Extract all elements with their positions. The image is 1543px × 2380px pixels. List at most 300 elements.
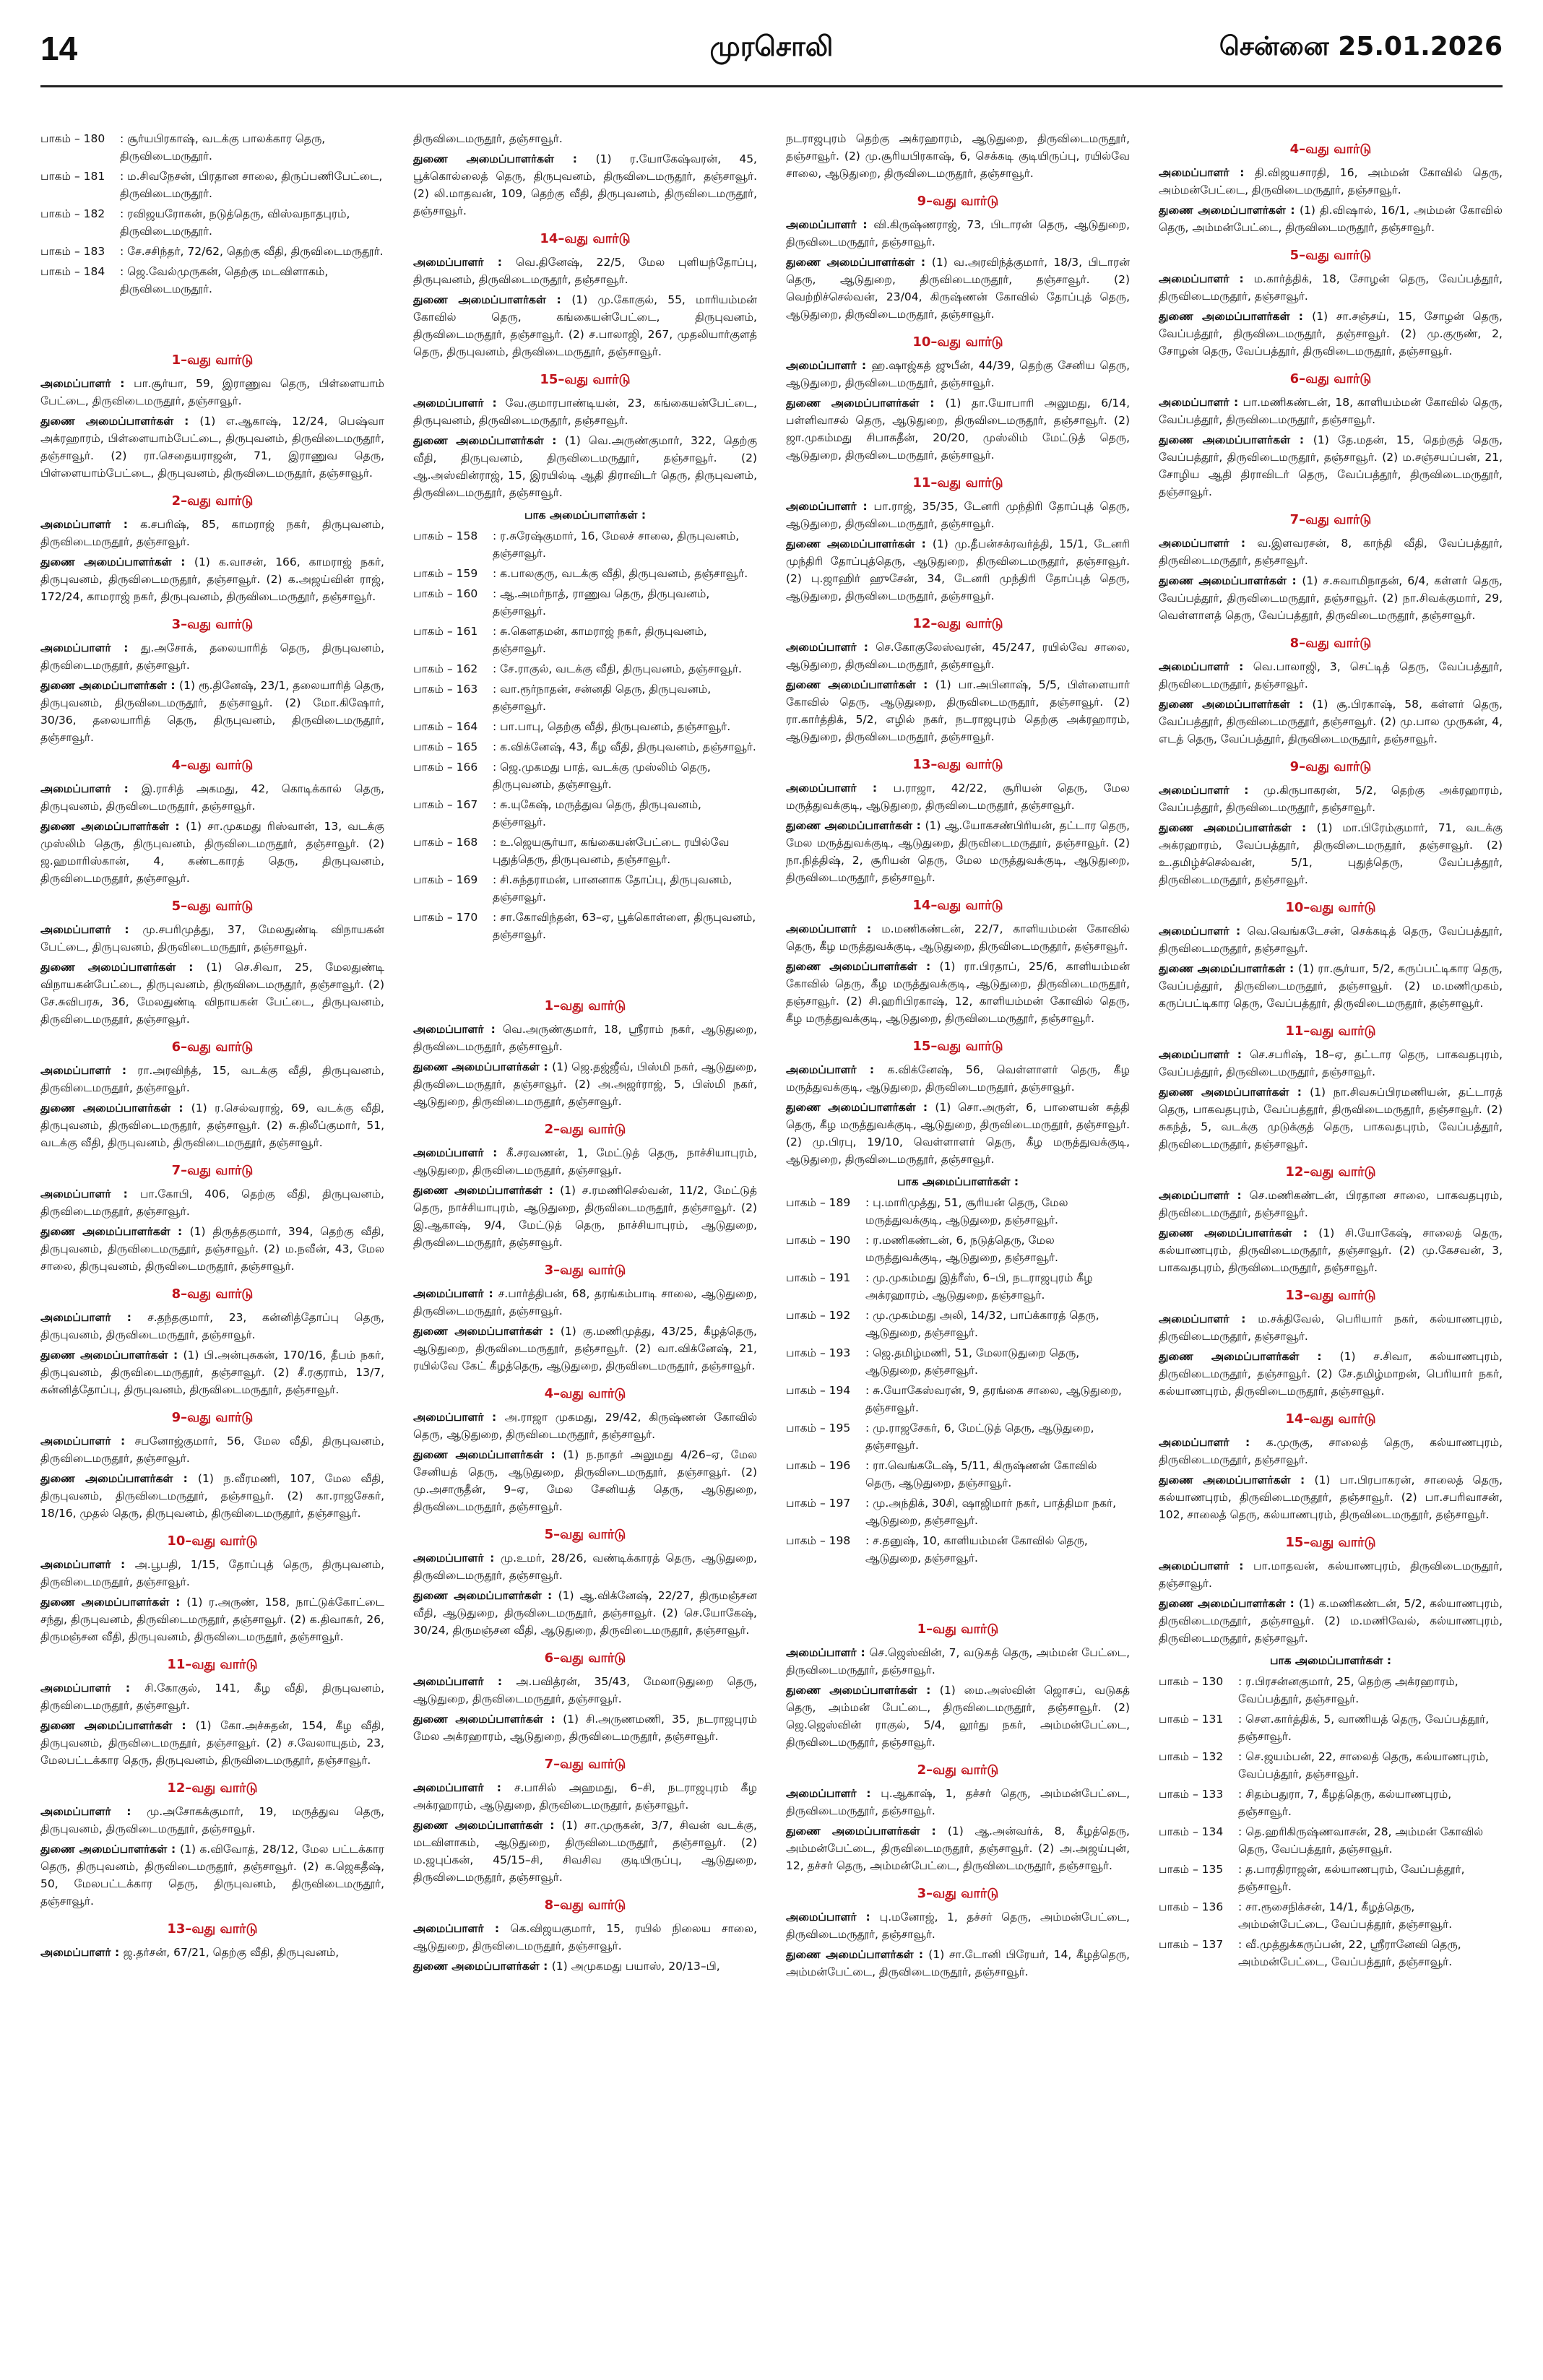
deputy-entry bbox=[413, 1957, 757, 1975]
booth-member: : ஜெ.தமிழ்மணி, 51, மேலாடுதுறை தெரு, ஆடுதுறை, தஞ்சாவூர். bbox=[865, 1346, 1080, 1377]
role-label: துணை அமைப்பாளர்கள் : bbox=[40, 679, 180, 692]
booth-entry bbox=[1159, 1898, 1503, 1933]
booth-number: பாகம் – 180 bbox=[40, 132, 105, 145]
role-label: அமைப்பாளர் : bbox=[40, 1946, 124, 1959]
ward-heading: 7–வது வார்டு bbox=[544, 1757, 626, 1772]
deputy-entry bbox=[786, 676, 1130, 745]
entry-text: மு.அசோகக்குமார், 19, மருத்துவ தெரு, திருபுவனம், திருவிடைமருதூர், தஞ்சாவூர். bbox=[40, 1805, 384, 1835]
organizer-entry bbox=[1159, 1310, 1503, 1345]
booth-entry bbox=[413, 834, 757, 868]
role-label: அமைப்பாளர் : bbox=[1159, 660, 1253, 673]
ward-heading: 14–வது வார்டு bbox=[540, 231, 631, 246]
entry-text: அ.பவித்ரன், 35/43, மேலாடுதுறை தெரு, ஆடுதுறை, திருவிடைமருதூர், தஞ்சாவூர். bbox=[413, 1675, 757, 1705]
booth-number: பாகம் – 163 bbox=[413, 683, 478, 696]
booth-number: பாகம் – 198 bbox=[786, 1534, 851, 1547]
role-label: அமைப்பாளர் : bbox=[40, 782, 142, 795]
entry-text: (1) ரூ.தினேஷ், 23/1, தலையாரித் தெரு, திருபுவனம், திருவிடைமருதூர், தஞ்சாவூர். (2) மோ.கிஷோர், 30/36, தலையாரித் தெரு, திருபுவனம், திருவிடைமருதூர், தஞ்சாவூர். bbox=[40, 679, 384, 744]
entry-text: (1) தி.விஷால், 16/1, அம்மன் கோவில் தெரு, அம்மன்பேட்டை, திருவிடைமருதூர், தஞ்சாவூர். bbox=[1159, 204, 1503, 234]
entry-text: வி.கிருஷ்ணராஜ், 73, பிடாரன் தெரு, ஆடுதுறை, திருவிடைமருதூர், தஞ்சாவூர். bbox=[786, 218, 1130, 248]
role-label: அமைப்பாளர் : bbox=[1159, 1048, 1250, 1061]
booth-number: பாகம் – 161 bbox=[413, 625, 478, 638]
booth-entry bbox=[1159, 1861, 1503, 1895]
booth-number: பாகம் – 137 bbox=[1159, 1938, 1224, 1951]
ward-heading: 3–வது வார்டு bbox=[917, 1886, 999, 1901]
booth-entry bbox=[413, 738, 757, 756]
page-number: 14 bbox=[40, 30, 78, 67]
ward-heading: 3–வது வார்டு bbox=[171, 617, 254, 632]
organizer-entry bbox=[40, 1432, 384, 1467]
role-label: துணை அமைப்பாளர்கள் : bbox=[786, 1825, 948, 1838]
organizer-entry bbox=[40, 375, 384, 410]
organizer-entry bbox=[40, 639, 384, 674]
deputy-entry bbox=[413, 1446, 757, 1515]
organizer-entry bbox=[1159, 922, 1503, 957]
role-label: அமைப்பாளர் : bbox=[1159, 1436, 1266, 1449]
entry-text: (1) ஜெ.தஜ்ஜீவ், பிஸ்மி நகர், ஆடுதுறை, திருவிடைமருதூர், தஞ்சாவூர். (2) அ.அஜர்ராஜ், 5, பிஸ்மி நகர், ஆடுதுறை, திருவிடைமருதூர், தஞ்சாவூர். bbox=[413, 1060, 757, 1108]
section-subheading: பாக அமைப்பாளர்கள் : bbox=[524, 509, 647, 522]
deputy-entry bbox=[1159, 1348, 1503, 1400]
ward-heading: 14–வது வார்டு bbox=[912, 898, 1003, 913]
booth-entry bbox=[1159, 1748, 1503, 1783]
booth-number: பாகம் – 192 bbox=[786, 1309, 851, 1322]
booth-number: பாகம் – 193 bbox=[786, 1346, 851, 1359]
masthead bbox=[40, 16, 1503, 81]
booth-entry bbox=[413, 871, 757, 906]
entry-text: ரா.அரவிந்த், 15, வடக்கு வீதி, திருபுவனம், திருவிடைமருதூர், தஞ்சாவூர். bbox=[40, 1064, 384, 1094]
booth-number: பாகம் – 194 bbox=[786, 1384, 851, 1397]
entry-text: ஜ.தர்சன், 67/21, தெற்கு வீதி, திருபுவனம், bbox=[123, 1946, 340, 1959]
organizer-entry bbox=[413, 1920, 757, 1955]
booth-number: பாகம் – 132 bbox=[1159, 1750, 1224, 1763]
newspaper-title: முரசொலி bbox=[709, 30, 834, 62]
ward-heading: 9–வது வார்டு bbox=[1289, 759, 1372, 774]
role-label: அமைப்பாளர் : bbox=[786, 782, 894, 795]
organizer-entry bbox=[40, 1944, 384, 1961]
booth-number: பாகம் – 183 bbox=[40, 245, 105, 258]
entry-text: அ.பூபதி, 1/15, தோப்புத் தெரு, திருபுவனம், திருவிடைமருதூர், தஞ்சாவூர். bbox=[40, 1558, 384, 1588]
organizer-entry bbox=[786, 920, 1130, 955]
ward-heading: 5–வது வார்டு bbox=[171, 899, 254, 914]
entry-text: (1) பா.பிரபாகரன், சாலைத் தெரு, கல்யாணபுரம், திருவிடைமருதூர், தஞ்சாவூர். (2) பா.சபரிவாசன், 102, சாலைத் தெரு, கல்யாணபுரம், திருவிடைமருதூர், தஞ்சாவூர். bbox=[1159, 1474, 1503, 1521]
deputy-entry bbox=[40, 1099, 384, 1151]
role-label: அமைப்பாளர் : bbox=[1159, 537, 1258, 550]
deputy-entry bbox=[413, 291, 757, 360]
role-label: அமைப்பாளர் : bbox=[40, 1064, 138, 1077]
entry-text: (1) சா.முகமது ரிஸ்வான், 13, வடக்கு முஸ்லிம் தெரு, திருபுவனம், திருவிடைமருதூர், தஞ்சாவூர். (2) ஜ.ஹமாரிஸ்கான், 4, கண்டகாரத் தெரு, திருபுவனம், திருவிடைமருதூர், தஞ்சாவூர். bbox=[40, 820, 384, 885]
booth-entry bbox=[1159, 1823, 1503, 1858]
role-label: அமைப்பாளர் : bbox=[40, 518, 141, 531]
deputy-entry bbox=[413, 1710, 757, 1745]
section-subheading: பாக அமைப்பாளர்கள் : bbox=[896, 1175, 1019, 1188]
booth-entry bbox=[413, 796, 757, 831]
booth-entry bbox=[413, 565, 757, 582]
deputy-entry bbox=[413, 150, 757, 220]
continued-text bbox=[413, 130, 757, 147]
role-label: துணை அமைப்பாளர்கள் : bbox=[786, 537, 933, 550]
deputy-entry bbox=[413, 432, 757, 501]
role-label: அமைப்பாளர் : bbox=[413, 1411, 505, 1424]
entry-text: வ.இளவரசன், 8, காந்தி வீதி, வேப்பத்தூர், திருவிடைமருதூர், தஞ்சாவூர். bbox=[1159, 537, 1503, 567]
booth-entry bbox=[413, 909, 757, 943]
role-label: துணை அமைப்பாளர்கள் : bbox=[40, 1349, 183, 1362]
role-label: துணை அமைப்பாளர்கள் : bbox=[1159, 1597, 1299, 1610]
entry-text: ஹ.ஷாஜ்கத் ஜுபீன், 44/39, தெற்கு சேனிய தெரு, ஆடுதுறை, திருவிடைமருதூர், தஞ்சாவூர். bbox=[786, 359, 1130, 389]
entry-text: ம.கார்த்திக், 18, சோழன் தெரு, வேப்பத்தூர், திருவிடைமருதூர், தஞ்சாவூர். bbox=[1159, 272, 1503, 303]
booth-entry bbox=[40, 263, 384, 298]
organizer-entry bbox=[1159, 394, 1503, 428]
booth-entry bbox=[786, 1532, 1130, 1567]
booth-entry bbox=[786, 1269, 1130, 1304]
organizer-entry bbox=[40, 921, 384, 956]
role-label: அமைப்பாளர் : bbox=[786, 922, 882, 935]
deputy-entry bbox=[786, 1682, 1130, 1751]
role-label: துணை அமைப்பாளர்கள் : bbox=[1159, 204, 1300, 217]
booth-entry bbox=[1159, 1786, 1503, 1820]
ward-heading: 12–வது வார்டு bbox=[912, 616, 1003, 631]
booth-number: பாகம் – 134 bbox=[1159, 1825, 1224, 1838]
booth-member: : சா.ரூசைநிக்சன், 14/1, கீழத்தெரு, அம்மன்பேட்டை, வேப்பத்தூர், தஞ்சாவூர். bbox=[1238, 1900, 1453, 1931]
role-label: அமைப்பாளர் : bbox=[786, 1646, 870, 1659]
organizer-entry bbox=[413, 394, 757, 429]
role-label: அமைப்பாளர் : bbox=[40, 1311, 148, 1324]
entry-text: (1) ந.வீரமணி, 107, மேல வீதி, திருபுவனம், திருவிடைமருதூர், தஞ்சாவூர். (2) கா.ராஜசேகர், 18/16, முதல் தெரு, திருபுவனம், திருவிடைமருதூர், தஞ்சாவூர். bbox=[40, 1472, 384, 1520]
deputy-entry bbox=[1159, 202, 1503, 236]
deputy-entry bbox=[1159, 696, 1503, 748]
ward-heading: 6–வது வார்டு bbox=[1289, 371, 1372, 386]
booth-member: : சூர்யபிரகாஷ், வடக்கு பாலக்கார தெரு, திருவிடைமருதூர். bbox=[120, 132, 326, 163]
booth-entry bbox=[413, 680, 757, 715]
organizer-entry bbox=[40, 1556, 384, 1591]
role-label: அமைப்பாளர் : bbox=[413, 256, 517, 269]
entry-text: (1) ர.செல்வராஜ், 69, வடக்கு வீதி, திருபுவனம், திருவிடைமருதூர், தஞ்சாவூர். (2) சு.திலீப்குமார், 51, வடக்கு வீதி, திருபுவனம், திருவிடைமருதூர், தஞ்சாவூர். bbox=[40, 1102, 384, 1149]
role-label: துணை அமைப்பாளர்கள் : bbox=[786, 256, 932, 269]
organizer-entry bbox=[786, 216, 1130, 251]
role-label: துணை அமைப்பாளர்கள் : bbox=[1159, 698, 1313, 711]
role-label: அமைப்பாளர் : bbox=[413, 1287, 498, 1300]
deputy-entry bbox=[786, 958, 1130, 1027]
column-1 bbox=[40, 130, 384, 2366]
entry-text: நடராஜபுரம் தெற்கு அக்ரஹாரம், ஆடுதுறை, திருவிடைமருதூர், தஞ்சாவூர். (2) மு.சூரியபிரகாஷ், 6, செக்கடி குடியிருப்பு, ரயில்வே சாலை, ஆடுதுறை, திருவிடைமருதூர், தஞ்சாவூர். bbox=[786, 132, 1130, 180]
organizer-entry bbox=[786, 1785, 1130, 1819]
entry-text: (1) ச.சுவாமிநாதன், 6/4, கள்ளர் தெரு, வேப்பத்தூர், திருவிடைமருதூர், தஞ்சாவூர். (2) நா.சிவக்குமார், 29, வெள்ளாளத் தெரு, வேப்பத்தூர், திருவிடைமருதூர், தஞ்சாவூர். bbox=[1159, 574, 1503, 622]
ward-heading: 15–வது வார்டு bbox=[1285, 1535, 1376, 1550]
entry-text: கெ.விஜயகுமார், 15, ரயில் நிலைய சாலை, ஆடுதுறை, திருவிடைமருதூர், தஞ்சாவூர். bbox=[413, 1922, 757, 1952]
role-label: துணை அமைப்பாளர்கள் : bbox=[1159, 310, 1313, 323]
booth-member: : மு.அந்திக், 30சி, ஷாஜிமார் நகர், பாத்திமா நகர், ஆடுதுறை, தஞ்சாவூர். bbox=[865, 1497, 1117, 1527]
entry-text: (1) அமுகமது பயாஸ், 20/13–பி, bbox=[551, 1960, 720, 1973]
booth-entry bbox=[786, 1457, 1130, 1492]
booth-number: பாகம் – 131 bbox=[1159, 1713, 1224, 1726]
entry-text: க.விக்னேஷ், 56, வெள்ளாளர் தெரு, கீழ மருத்துவக்குடி, ஆடுதுறை, திருவிடைமருதூர், தஞ்சாவூர். bbox=[786, 1063, 1130, 1094]
booth-member: : சு.யுகேஷ், மருத்துவ தெரு, திருபுவனம், தஞ்சாவூர். bbox=[493, 798, 701, 828]
entry-text: (1) க.வாசன், 166, காமராஜ் நகர், திருபுவனம், திருவிடைமருதூர், தஞ்சாவூர். (2) க.அஜய்வின் ராஜ், 172/24, காமராஜ் நகர், திருபுவனம், திருவிடைமருதூர், தஞ்சாவூர். bbox=[40, 555, 384, 603]
entry-text: வே.குமாரபாண்டியன், 23, கங்கையன்பேட்டை, திருபுவனம், திருவிடைமருதூர், தஞ்சாவூர். bbox=[413, 397, 757, 427]
entry-text: திருவிடைமருதூர், தஞ்சாவூர். bbox=[413, 132, 563, 145]
entry-text: வெ.அருண்குமார், 18, ஸ்ரீராம் நகர், ஆடுதுறை, திருவிடைமருதூர், தஞ்சாவூர். bbox=[413, 1023, 757, 1053]
booth-entry bbox=[40, 205, 384, 240]
ward-heading: 6–வது வார்டு bbox=[171, 1039, 254, 1055]
role-label: அமைப்பாளர் : bbox=[1159, 925, 1248, 938]
entry-text: செ.ஜெஸ்வின், 7, வடுகத் தெரு, அம்மன் பேட்டை, திருவிடைமருதூர், தஞ்சாவூர். bbox=[786, 1646, 1130, 1676]
ward-heading: 2–வது வார்டு bbox=[544, 1122, 626, 1137]
organizer-entry bbox=[40, 1679, 384, 1714]
entry-text: (1) செ.சிவா, 25, மேலதுண்டி விநாயகன்பேட்டை, திருபுவனம், திருவிடைமருதூர், தஞ்சாவூர். (2) சே.சுவிபரசு, 36, மேலதுண்டி விநாயகன் பேட்டை, திருபுவனம், திருவிடைமருதூர், தஞ்சாவூர். bbox=[40, 961, 384, 1026]
role-label: துணை அமைப்பாளர்கள் : bbox=[413, 1060, 553, 1073]
organizer-entry bbox=[413, 1549, 757, 1584]
entry-text: ச.தந்தகுமார், 23, கன்னித்தோப்பு தெரு, திருபுவனம், திருவிடைமருதூர், தஞ்சாவூர். bbox=[40, 1311, 384, 1341]
organizer-entry bbox=[786, 639, 1130, 673]
continued-text bbox=[786, 130, 1130, 182]
booth-entry bbox=[786, 1344, 1130, 1379]
entry-text: (1) சா.டோனி பிரேயர், 14, கீழத்தெரு, அம்மன்பேட்டை, திருவிடைமருதூர், தஞ்சாவூர். bbox=[786, 1948, 1130, 1978]
booth-number: பாகம் – 165 bbox=[413, 740, 478, 753]
booth-entry bbox=[786, 1382, 1130, 1416]
deputy-entry bbox=[40, 553, 384, 605]
booth-entry bbox=[1159, 1936, 1503, 1970]
organizer-entry bbox=[786, 357, 1130, 391]
deputy-entry bbox=[786, 1099, 1130, 1168]
role-label: அமைப்பாளர் : bbox=[40, 1558, 135, 1571]
ward-heading: 7–வது வார்டு bbox=[1289, 512, 1372, 527]
ward-heading: 13–வது வார்டு bbox=[167, 1921, 258, 1937]
role-label: துணை அமைப்பாளர்கள் : bbox=[1159, 1350, 1340, 1363]
entry-text: மு.உமர், 28/26, வண்டிக்காரத் தெரு, ஆடுதுறை, திருவிடைமருதூர், தஞ்சாவூர். bbox=[413, 1552, 757, 1582]
section-subheading: பாக அமைப்பாளர்கள் : bbox=[1269, 1654, 1392, 1667]
role-label: அமைப்பாளர் : bbox=[413, 1023, 503, 1036]
booth-entry bbox=[786, 1307, 1130, 1341]
section-gap bbox=[786, 1570, 1130, 1610]
entry-text: செ.கோகுலேஸ்வரன், 45/247, ரயில்வே சாலை, ஆடுதுறை, திருவிடைமருதூர், தஞ்சாவூர். bbox=[786, 641, 1130, 671]
entry-text: (1) பி.அன்புசுகன், 170/16, தீபம் நகர், திருபுவனம், திருவிடைமருதூர், தஞ்சாவூர். (2) சீ.ரகுராம், 13/7, கன்னித்தோப்பு, திருபுவனம், திருவிடைமருதூர், தஞ்சாவூர். bbox=[40, 1349, 384, 1396]
booth-number: பாகம் – 196 bbox=[786, 1459, 851, 1472]
role-label: அமைப்பாளர் : bbox=[413, 397, 506, 410]
deputy-entry bbox=[1159, 572, 1503, 624]
entry-text: (1) க.விவோத், 28/12, மேல பட்டக்கார தெரு, திருபுவனம், திருவிடைமருதூர், தஞ்சாவூர். (2) க.ஜெகதீஷ், 50, மேலபட்டக்கார தெரு, திருபுவனம், திருவிடைமருதூர், தஞ்சாவூர். bbox=[40, 1843, 384, 1908]
deputy-entry bbox=[786, 1822, 1130, 1874]
role-label: துணை அமைப்பாளர்கள் : bbox=[786, 960, 940, 973]
booth-member: : த.பாரதிராஜன், கல்யாணபுரம், வேப்பத்தூர், தஞ்சாவூர். bbox=[1238, 1863, 1465, 1893]
role-label: அமைப்பாளர் : bbox=[40, 377, 134, 390]
booth-member: : மு.முகம்மது இத்ரீஸ், 6–பி, நடராஜபுரம் கீழ அக்ரஹாரம், ஆடுதுறை, தஞ்சாவூர். bbox=[865, 1271, 1093, 1302]
entry-text: (1) சூ.பிரகாஷ், 58, கள்ளர் தெரு, வேப்பத்தூர், திருவிடைமருதூர், தஞ்சாவூர். (2) மு.பால முருகன், 4, எடத் தெரு, வேப்பத்தூர், திருவிடைமருதூர், தஞ்சாவூர். bbox=[1159, 698, 1503, 745]
ward-heading: 6–வது வார்டு bbox=[544, 1650, 626, 1666]
booth-number: பாகம் – 181 bbox=[40, 170, 105, 183]
booth-number: பாகம் – 130 bbox=[1159, 1675, 1224, 1688]
ward-heading: 5–வது வார்டு bbox=[544, 1527, 626, 1542]
entry-text: (1) நா.சிவசுப்பிரமணியன், தட்டாரத் தெரு, பாகவதபுரம், வேப்பத்தூர், திருவிடைமருதூர், தஞ்சாவூர். (2) சுகந்த், 5, வடக்கு முடுக்குத் தெரு, பாகவதபுரம், வேப்பத்தூர், திருவிடைமருதூர், தஞ்சாவூர். bbox=[1159, 1086, 1503, 1151]
entry-text: பு.ஆகாஷ், 1, தச்சர் தெரு, அம்மன்பேட்டை, திருவிடைமருதூர், தஞ்சாவூர். bbox=[786, 1787, 1130, 1817]
deputy-entry bbox=[40, 959, 384, 1028]
booth-number: பாகம் – 191 bbox=[786, 1271, 851, 1284]
booth-number: பாகம் – 197 bbox=[786, 1497, 851, 1510]
role-label: அமைப்பாளர் : bbox=[786, 1911, 880, 1924]
booth-member: : ஆ.அமர்நாத், ராணுவ தெரு, திருபுவனம், தஞ்சாவூர். bbox=[493, 587, 710, 618]
entry-text: (1) ர.யோகேஷ்வரன், 45, பூக்கொல்லைத் தெரு, திருபுவனம், திருவிடைமருதூர், தஞ்சாவூர். (2) லி.மாதவன், 109, தெற்கு வீதி, திருபுவனம், திருவிடைமருதூர், தஞ்சாவூர். bbox=[413, 152, 757, 217]
deputy-entry bbox=[40, 818, 384, 887]
entry-text: அ.ராஜா முகமது, 29/42, கிருஷ்ணன் கோவில் தெரு, ஆடுதுறை, திருவிடைமருதூர், தஞ்சாவூர். bbox=[413, 1411, 757, 1441]
entry-text: (1) ரா.பிரதாப், 25/6, காளியம்மன் கோவில் தெரு, கீழ மருத்துவக்குடி, ஆடுதுறை, திருவிடைமருதூர், தஞ்சாவூர். (2) சி.ஹரிபிரகாஷ், 12, காளியம்மன் கோவில் தெரு, கீழ மருத்துவக்குடி, ஆடுதுறை, திருவிடைமருதூர், தஞ்சாவூர். bbox=[786, 960, 1130, 1025]
role-label: அமைப்பாளர் : bbox=[40, 1682, 145, 1695]
ward-heading: 10–வது வார்டு bbox=[912, 334, 1003, 350]
ward-heading: 2–வது வார்டு bbox=[917, 1762, 999, 1778]
role-label: துணை அமைப்பாளர்கள் : bbox=[40, 555, 194, 568]
ward-heading: 10–வது வார்டு bbox=[167, 1533, 258, 1549]
role-label: அமைப்பாளர் : bbox=[40, 641, 141, 654]
role-label: அமைப்பாளர் : bbox=[786, 641, 876, 654]
role-label: அமைப்பாளர் : bbox=[786, 500, 874, 513]
article-columns bbox=[40, 130, 1503, 2366]
organizer-entry bbox=[413, 1285, 757, 1320]
entry-text: (1) வ.அரவிந்த்குமார், 18/3, பிடாரன் தெரு, ஆடுதுறை, திருவிடைமருதூர், தஞ்சாவூர். (2) வெற்றிச்செல்வன், 23/04, கிருஷ்ணன் கோவில் தோப்புத் தெரு, ஆடுதுறை, திருவிடைமருதூர், தஞ்சாவூர். bbox=[786, 256, 1130, 321]
entry-text: (1) சொ.அருள், 6, பாளையன் சுத்தி தெரு, கீழ மருத்துவக்குடி, ஆடுதுறை, திருவிடைமருதூர், தஞ்சாவூர். (2) மு.பிரபு, 19/10, வெள்ளாளர் தெரு, கீழ மருத்துவக்குடி, ஆடுதுறை, திருவிடைமருதூர், தஞ்சாவூர். bbox=[786, 1101, 1130, 1166]
entry-text: (1) தே.மதன், 15, தெற்குத் தெரு, வேப்பத்தூர், திருவிடைமருதூர், தஞ்சாவூர். (2) ம.சஞ்சயப்பன், 21, சோழிய ஆதி திராவிடர் தெரு, வேப்பத்தூர், திருவிடைமருதூர், தஞ்சாவூர். bbox=[1159, 433, 1503, 498]
ward-heading: 11–வது வார்டு bbox=[1285, 1024, 1376, 1039]
deputy-entry bbox=[1159, 308, 1503, 360]
booth-member: : ம.சிவநேசன், பிரதான சாலை, திருப்பணிபேட்டை, திருவிடைமருதூர். bbox=[120, 170, 383, 200]
booth-number: பாகம் – 182 bbox=[40, 207, 105, 220]
header-rule bbox=[40, 85, 1503, 87]
entry-text: (1) ரா.சூர்யா, 5/2, கருப்பட்டிகார தெரு, வேப்பத்தூர், திருவிடைமருதூர், தஞ்சாவூர். (2) ம.மணிமுகம், கருப்பட்டிகார தெரு, வேப்பத்தூர், திருவிடைமருதூர், தஞ்சாவூர். bbox=[1159, 962, 1503, 1010]
ward-heading: 11–வது வார்டு bbox=[912, 475, 1003, 490]
booth-entry bbox=[413, 527, 757, 562]
booth-number: பாகம் – 164 bbox=[413, 720, 478, 733]
entry-text: (1) வெ.அருண்குமார், 322, தெற்கு வீதி, திருபுவனம், திருவிடைமருதூர், தஞ்சாவூர். (2) ஆ.அஸ்வின்ராஜ், 15, இரயில்டி ஆதி திராவிடர் தெரு, திருபுவனம், திருவிடைமருதூர், தஞ்சாவூர். bbox=[413, 434, 757, 499]
entry-text: (1) திருத்தகுமார், 394, தெற்கு வீதி, திருபுவனம், திருவிடைமருதூர், தஞ்சாவூர். (2) ம.நவீன், 43, மேல சாலை, திருபுவனம், திருவிடைமருதூர், தஞ்சாவூர். bbox=[40, 1225, 384, 1273]
booth-member: : பா.பாபு, தெற்கு வீதி, திருபுவனம், தஞ்சாவூர். bbox=[493, 720, 731, 733]
role-label: அமைப்பாளர் : bbox=[413, 1675, 517, 1688]
deputy-entry bbox=[786, 394, 1130, 464]
entry-text: (1) சா.சஞ்சய், 15, சோழன் தெரு, வேப்பத்தூர், திருவிடைமருதூர், தஞ்சாவூர். (2) மு.குருண், 2, சோழன் தெரு, வேப்பத்தூர், திருவிடைமருதூர், தஞ்சாவூர். bbox=[1159, 310, 1503, 358]
role-label: துணை அமைப்பாளர்கள் : bbox=[413, 1448, 563, 1461]
entry-text: வெ.பாலாஜி, 3, செட்டித் தெரு, வேப்பத்தூர், திருவிடைமருதூர், தஞ்சாவூர். bbox=[1159, 660, 1503, 691]
booth-entry bbox=[786, 1419, 1130, 1454]
role-label: துணை அமைப்பாளர்கள் : bbox=[413, 1713, 563, 1726]
entry-text: (1) ஆ.விக்னேஷ், 22/27, திருமஞ்சன வீதி, ஆடுதுறை, திருவிடைமருதூர், தஞ்சாவூர். (2) செ.யோகேஷ், 30/24, திருமஞ்சன வீதி, ஆடுதுறை, திருவிடைமருதூர், தஞ்சாவூர். bbox=[413, 1589, 757, 1637]
role-label: துணை அமைப்பாளர்கள் : bbox=[786, 1101, 935, 1114]
booth-member: : சே.ராகுல், வடக்கு வீதி, திருபுவனம், தஞ்சாவூர். bbox=[493, 662, 742, 675]
deputy-entry bbox=[40, 1223, 384, 1275]
organizer-entry bbox=[786, 1908, 1130, 1943]
entry-text: க.சபரிஷ், 85, காமராஜ் நகர், திருபுவனம், திருவிடைமருதூர், தஞ்சாவூர். bbox=[40, 518, 384, 548]
role-label: அமைப்பாளர் : bbox=[1159, 396, 1243, 409]
organizer-entry bbox=[413, 1779, 757, 1814]
booth-number: பாகம் – 189 bbox=[786, 1196, 851, 1209]
role-label: துணை அமைப்பாளர்கள் : bbox=[1159, 962, 1298, 975]
organizer-entry bbox=[1159, 1046, 1503, 1081]
booth-member: : க.பாலகுரு, வடக்கு வீதி, திருபுவனம், தஞ்சாவூர். bbox=[493, 567, 748, 580]
role-label: துணை அமைப்பாளர்கள் : bbox=[786, 819, 925, 832]
entry-text: செ.சபரிஷ், 18–ஏ, தட்டார தெரு, பாகவதபுரம், வேப்பத்தூர், திருவிடைமருதூர், தஞ்சாவூர். bbox=[1159, 1048, 1503, 1078]
entry-text: பா.கோபி, 406, தெற்கு வீதி, திருபுவனம், திருவிடைமருதூர், தஞ்சாவூர். bbox=[40, 1187, 384, 1218]
deputy-entry bbox=[1159, 819, 1503, 888]
organizer-entry bbox=[40, 1803, 384, 1838]
entry-text: (1) மு.தீபன்சக்ரவர்த்தி, 15/1, டேனரி முந்திரி தோப்புத்தெரு, ஆடுதுறை, திருவிடைமருதூர், தஞ்சாவூர். (2) பு.ஜாஹிர் ஹுசேன், 34, டேனரி முந்திரி தோப்புத் தெரு, ஆடுதுறை, திருவிடைமருதூர், தஞ்சாவூர். bbox=[786, 537, 1130, 602]
booth-entry bbox=[786, 1232, 1130, 1266]
role-label: அமைப்பாளர் : bbox=[413, 1781, 514, 1794]
entry-text: சபனோஜ்குமார், 56, மேல வீதி, திருபுவனம், திருவிடைமருதூர், தஞ்சாவூர். bbox=[40, 1435, 384, 1465]
organizer-entry bbox=[40, 516, 384, 550]
entry-text: (1) மை.அஸ்வின் ஜொசப், வடுகத் தெரு, அம்மன் பேட்டை, திருவிடைமருதூர், தஞ்சாவூர். (2) ஜெ.ஜெஸ்வின் ராகுல், 5/4, லூர்து நகர், அம்மன்பேட்டை, திருவிடைமருதூர், தஞ்சாவூர். bbox=[786, 1684, 1130, 1749]
organizer-entry bbox=[413, 1021, 757, 1055]
organizer-entry bbox=[1159, 782, 1503, 816]
booth-number: பாகம் – 166 bbox=[413, 761, 478, 774]
booth-member: : செ.ஜயம்பன், 22, சாலைத் தெரு, கல்யாணபுரம், வேப்பத்தூர், தஞ்சாவூர். bbox=[1238, 1750, 1489, 1780]
role-label: துணை அமைப்பாளர்கள் : bbox=[413, 1819, 562, 1832]
booth-member: : ரவிஜயரோகன், நடுத்தெரு, விஸ்வநாதபுரம், திருவிடைமருதூர். bbox=[120, 207, 350, 238]
role-label: துணை அமைப்பாளர்கள் : bbox=[413, 1325, 561, 1338]
deputy-entry bbox=[1159, 1224, 1503, 1276]
booth-number: பாகம் – 190 bbox=[786, 1234, 851, 1247]
entry-text: க.முருகு, சாலைத் தெரு, கல்யாணபுரம், திருவிடைமருதூர், தஞ்சாவூர். bbox=[1159, 1436, 1503, 1466]
booth-number: பாகம் – 158 bbox=[413, 529, 478, 542]
ward-heading: 9–வது வார்டு bbox=[917, 194, 999, 209]
ward-heading: 4–வது வார்டு bbox=[171, 758, 254, 773]
entry-text: (1) சி.யோகேஷ், சாலைத் தெரு, கல்யாணபுரம், திருவிடைமருதூர், தஞ்சாவூர். (2) மு.கேசவன், 3, பாகவதபுரம், திருவிடைமருதூர், தஞ்சாவூர். bbox=[1159, 1226, 1503, 1274]
ward-heading: 15–வது வார்டு bbox=[540, 372, 631, 387]
booth-member: : சி.சுந்தராமன், பானனாக தோப்பு, திருபுவனம், தஞ்சாவூர். bbox=[493, 873, 732, 904]
organizer-entry bbox=[40, 1309, 384, 1343]
entry-text: (1) சி.அருணமணி, 35, நடராஜபுரம் மேல அக்ரஹாரம், ஆடுதுறை, திருவிடைமருதூர், தஞ்சாவூர். bbox=[413, 1713, 757, 1743]
role-label: துணை அமைப்பாளர்கள் : bbox=[786, 1684, 940, 1697]
booth-member: : ர.பிரசன்னகுமார், 25, தெற்கு அக்ரஹாரம், வேப்பத்தூர், தஞ்சாவூர். bbox=[1238, 1675, 1458, 1705]
booth-member: : வா.ரூர்நாதன், சன்னதி தெரு, திருபுவனம், தஞ்சாவூர். bbox=[493, 683, 712, 713]
role-label: அமைப்பாளர் : bbox=[40, 923, 143, 936]
booth-member: : ஜெ.வேல்முருகன், தெற்கு மடவிளாகம், திருவிடைமருதூர். bbox=[120, 265, 329, 295]
entry-text: (1) ச.ரமணிசெல்வன், 11/2, மேட்டுத் தெரு, நாச்சியாபுரம், ஆடுதுறை, திருவிடைமருதூர், தஞ்சாவூர். (2) இ.ஆகாஷ், 9/4, மேட்டுத் தெரு, நாச்சியாபுரம், ஆடுதுறை, திருவிடைமருதூர், தஞ்சாவூர். bbox=[413, 1184, 757, 1249]
deputy-entry bbox=[40, 412, 384, 482]
role-label: துணை அமைப்பாளர்கள் : bbox=[786, 1948, 929, 1961]
booth-number: பாகம் – 169 bbox=[413, 873, 478, 886]
organizer-entry bbox=[40, 1185, 384, 1220]
role-label: துணை அமைப்பாளர்கள் : bbox=[40, 1472, 198, 1485]
deputy-entry bbox=[786, 254, 1130, 323]
entry-text: ப.ராஜா, 42/22, சூரியன் தெரு, மேல மருத்துவக்குடி, ஆடுதுறை, திருவிடைமருதூர், தஞ்சாவூர். bbox=[786, 782, 1130, 812]
entry-text: பா.சூர்யா, 59, இராணுவ தெரு, பிள்ளையாம் பேட்டை, திருவிடைமருதூர், தஞ்சாவூர். bbox=[40, 377, 384, 407]
entry-text: பு.மனோஜ், 1, தச்சர் தெரு, அம்மன்பேட்டை, திருவிடைமருதூர், தஞ்சாவூர். bbox=[786, 1911, 1130, 1941]
column-3 bbox=[786, 130, 1130, 2366]
organizer-entry bbox=[786, 498, 1130, 532]
organizer-entry bbox=[786, 779, 1130, 814]
role-label: அமைப்பாளர் : bbox=[413, 1922, 511, 1935]
ward-heading: 1–வது வார்டு bbox=[544, 998, 626, 1013]
booth-member: : ர.சுரேஷ்குமார், 16, மேலச் சாலை, திருபுவனம், தஞ்சாவூர். bbox=[493, 529, 740, 560]
entry-text: (1) க.மணிகண்டன், 5/2, கல்யாணபுரம், திருவிடைமருதூர், தஞ்சாவூர். (2) ம.மணிவேல், கல்யாணபுரம், திருவிடைமருதூர், தஞ்சாவூர். bbox=[1159, 1597, 1503, 1645]
column-2 bbox=[413, 130, 757, 2366]
booth-member: : ரா.வெங்கடேஷ், 5/11, கிருஷ்ணன் கோவில் தெரு, ஆடுதுறை, தஞ்சாவூர். bbox=[865, 1459, 1097, 1489]
role-label: அமைப்பாளர் : bbox=[40, 1805, 147, 1818]
deputy-entry bbox=[40, 1346, 384, 1398]
role-label: அமைப்பாளர் : bbox=[1159, 1189, 1250, 1202]
role-label: துணை அமைப்பாளர்கள் : bbox=[40, 961, 207, 974]
role-label: துணை அமைப்பாளர்கள் : bbox=[413, 434, 565, 447]
deputy-entry bbox=[1159, 1083, 1503, 1153]
entry-text: தி.விஜயசாரதி, 16, அம்மன் கோவில் தெரு, அம்மன்பேட்டை, திருவிடைமருதூர், தஞ்சாவூர். bbox=[1159, 166, 1503, 196]
entry-text: வெ.வெங்கடேசன், செக்கடித் தெரு, வேப்பத்தூர், திருவிடைமருதூர், தஞ்சாவூர். bbox=[1159, 925, 1503, 955]
ward-heading: 4–வது வார்டு bbox=[1289, 142, 1372, 157]
entry-text: ச.பார்த்திபன், 68, தரங்கம்பாடி சாலை, ஆடுதுறை, திருவிடைமருதூர், தஞ்சாவூர். bbox=[413, 1287, 757, 1317]
ward-heading: 14–வது வார்டு bbox=[1285, 1411, 1376, 1427]
entry-text: (1) கோ.அச்சுதன், 154, கீழ வீதி, திருபுவனம், திருவிடைமருதூர், தஞ்சாவூர். (2) ச.வேலாயுதம், 23, மேலபட்டக்கார தெரு, திருபுவனம், திருவிடைமருதூர், தஞ்சாவூர். bbox=[40, 1719, 384, 1767]
dateline: சென்னை 25.01.2026 bbox=[1219, 32, 1503, 61]
role-label: துணை அமைப்பாளர்கள் : bbox=[413, 293, 572, 306]
role-label: அமைப்பாளர் : bbox=[786, 359, 872, 372]
role-label: துணை அமைப்பாளர்கள் : bbox=[40, 820, 186, 833]
booth-member: : ச.தனுஷ், 10, காளியம்மன் கோவில் தெரு, ஆடுதுறை, தஞ்சாவூர். bbox=[865, 1534, 1088, 1565]
ward-heading: 9–வது வார்டு bbox=[171, 1410, 254, 1425]
booth-entry bbox=[1159, 1710, 1503, 1745]
ward-heading: 5–வது வார்டு bbox=[1289, 248, 1372, 263]
booth-entry bbox=[413, 585, 757, 620]
